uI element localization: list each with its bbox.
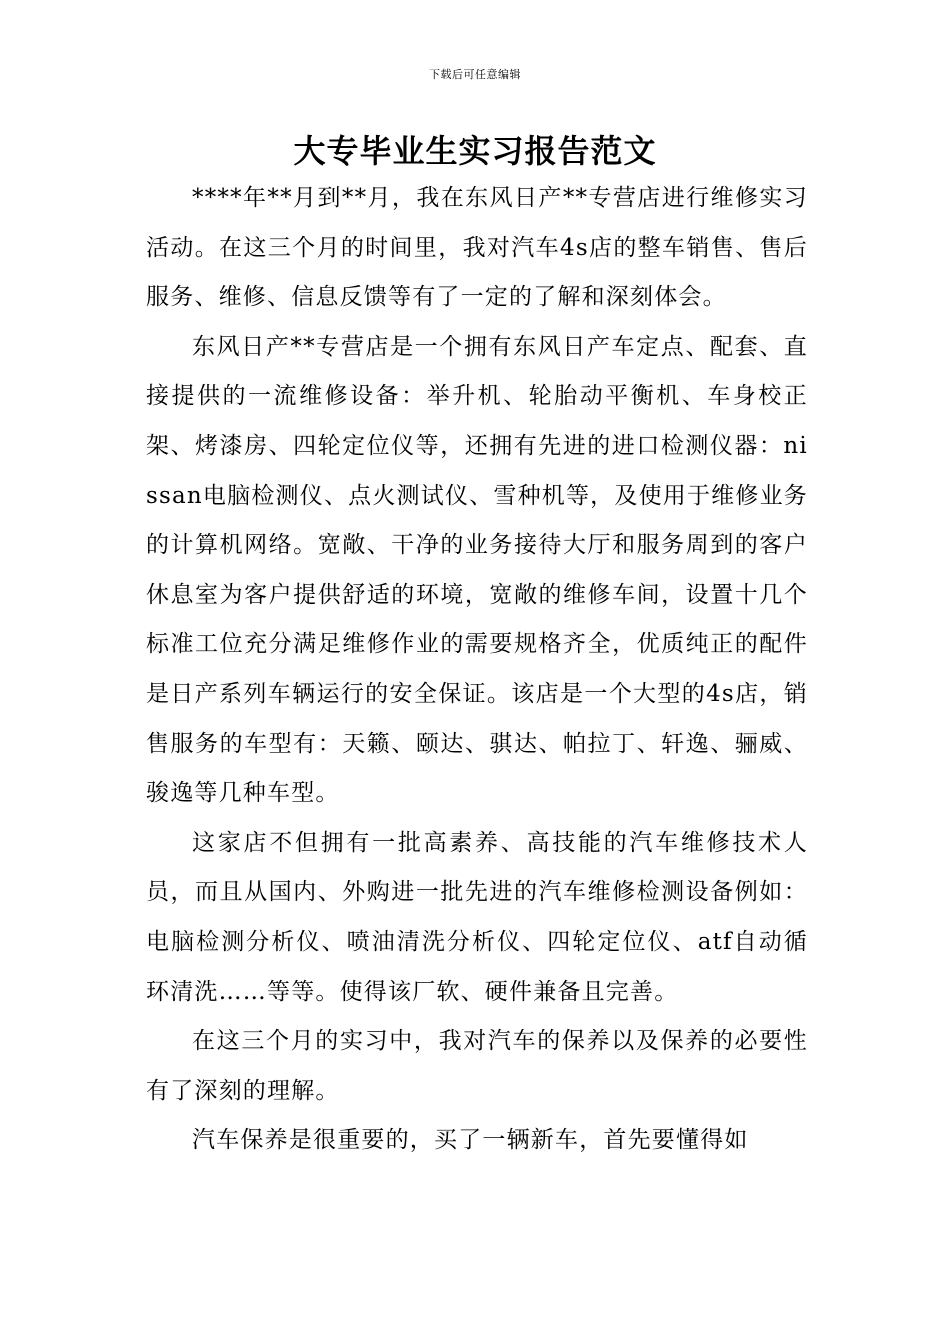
paragraph: 汽车保养是很重要的，买了一辆新车，首先要懂得如	[192, 1127, 749, 1154]
paragraph: ****年**月到**月，我在东风日产**专营店进行维修实习活动。在这三个月的时间里，我对汽车4s店的整车销售、售后服务、维修、信息反馈等有了一定的了解和深刻体会。	[146, 185, 808, 311]
document-body	[146, 174, 808, 1166]
paragraph: 东风日产**专营店是一个拥有东风日产车定点、配套、直接提供的一流维修设备：举升机、轮胎动平衡机、车身校正架、烤漆房、四轮定位仪等，还拥有先进的进口检测仪器：nissan电脑检测仪、点火测试仪、雪种机等，及使用于维修业务的计算机网络。宽敞、干净的业务接待大厅和服务周到的客户休息室为客户提供舒适的环境，宽敞的维修车间，设置十几个标准工位充分满足维修作业的需要规格齐全，优质纯正的配件是日产系列车辆运行的安全保证。该店是一个大型的4s店，销售服务的车型有：天籁、颐达、骐达、帕拉丁、轩逸、骊威、骏逸等几种车型。	[146, 333, 808, 807]
document-title: 大专毕业生实习报告范文	[293, 132, 657, 170]
paragraph: 在这三个月的实习中，我对汽车的保养以及保养的必要性有了深刻的理解。	[146, 1028, 808, 1104]
paragraph: 这家店不但拥有一批高素养、高技能的汽车维修技术人员，而且从国内、外购进一批先进的汽车维修检测设备例如：电脑检测分析仪、喷油清洗分析仪、四轮定位仪、atf自动循环清洗……等等。使得该厂软、硬件兼备且完善。	[146, 829, 808, 1005]
header-note: 下载后可任意编辑	[429, 68, 521, 81]
